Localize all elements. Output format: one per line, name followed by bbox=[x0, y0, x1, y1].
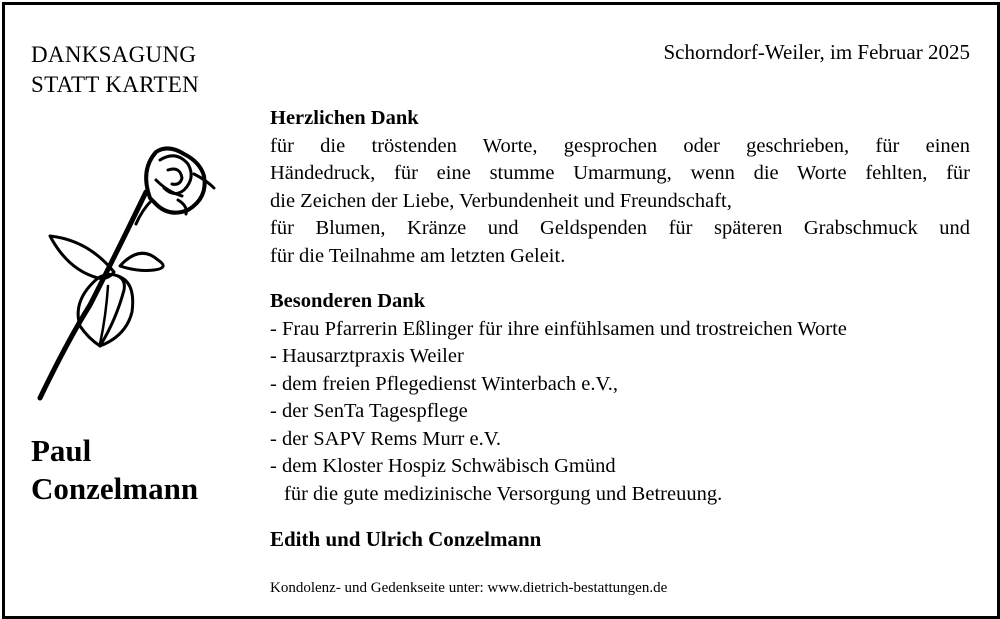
special-thanks-line: für die gute medizinische Versorgung und Betreuung. bbox=[284, 482, 723, 505]
deceased-first-name: Paul bbox=[31, 433, 92, 468]
thanks-section bbox=[270, 105, 970, 270]
notice-heading bbox=[31, 40, 199, 100]
signature: Edith und Ulrich Conzelmann bbox=[270, 527, 542, 551]
rose-icon bbox=[28, 140, 228, 410]
special-thanks-heading: Besonderen Dank bbox=[270, 290, 426, 312]
thanks-heading: Herzlichen Dank bbox=[270, 107, 419, 129]
thanks-line: die Zeichen der Liebe, Verbundenheit und Freundschaft, bbox=[270, 189, 732, 212]
place-date: Schorndorf-Weiler, im Februar 2025 bbox=[663, 40, 970, 64]
special-thanks-line: - der SAPV Rems Murr e.V. bbox=[270, 427, 502, 450]
thanks-line: für die tröstenden Worte, gesprochen oder geschrieben, für einen bbox=[270, 134, 970, 157]
heading-line-1: DANKSAGUNG bbox=[31, 42, 197, 67]
deceased-last-name: Conzelmann bbox=[31, 471, 199, 506]
special-thanks-line: - dem freien Pflegedienst Winterbach e.V., bbox=[270, 372, 618, 395]
deceased-name bbox=[31, 432, 198, 508]
special-thanks-section bbox=[270, 288, 970, 508]
special-thanks-line: - Hausarztpraxis Weiler bbox=[270, 345, 464, 367]
thanks-line: Händedruck, für eine stumme Umarmung, wenn die Worte fehlten, für bbox=[270, 162, 970, 184]
special-thanks-line: - Frau Pfarrerin Eßlinger für ihre einfühlsamen und trostreichen Worte bbox=[270, 317, 847, 340]
condolence-footer: Kondolenz- und Gedenkseite unter: www.dietrich-bestattungen.de bbox=[270, 580, 668, 596]
special-thanks-line: - der SenTa Tagespflege bbox=[270, 400, 468, 422]
heading-line-2: STATT KARTEN bbox=[31, 72, 199, 97]
thanks-line: für Blumen, Kränze und Geldspenden für späteren Grabschmuck und bbox=[270, 217, 970, 239]
thanks-line: für die Teilnahme am letzten Geleit. bbox=[270, 244, 566, 267]
special-thanks-line: - dem Kloster Hospiz Schwäbisch Gmünd bbox=[270, 455, 616, 477]
